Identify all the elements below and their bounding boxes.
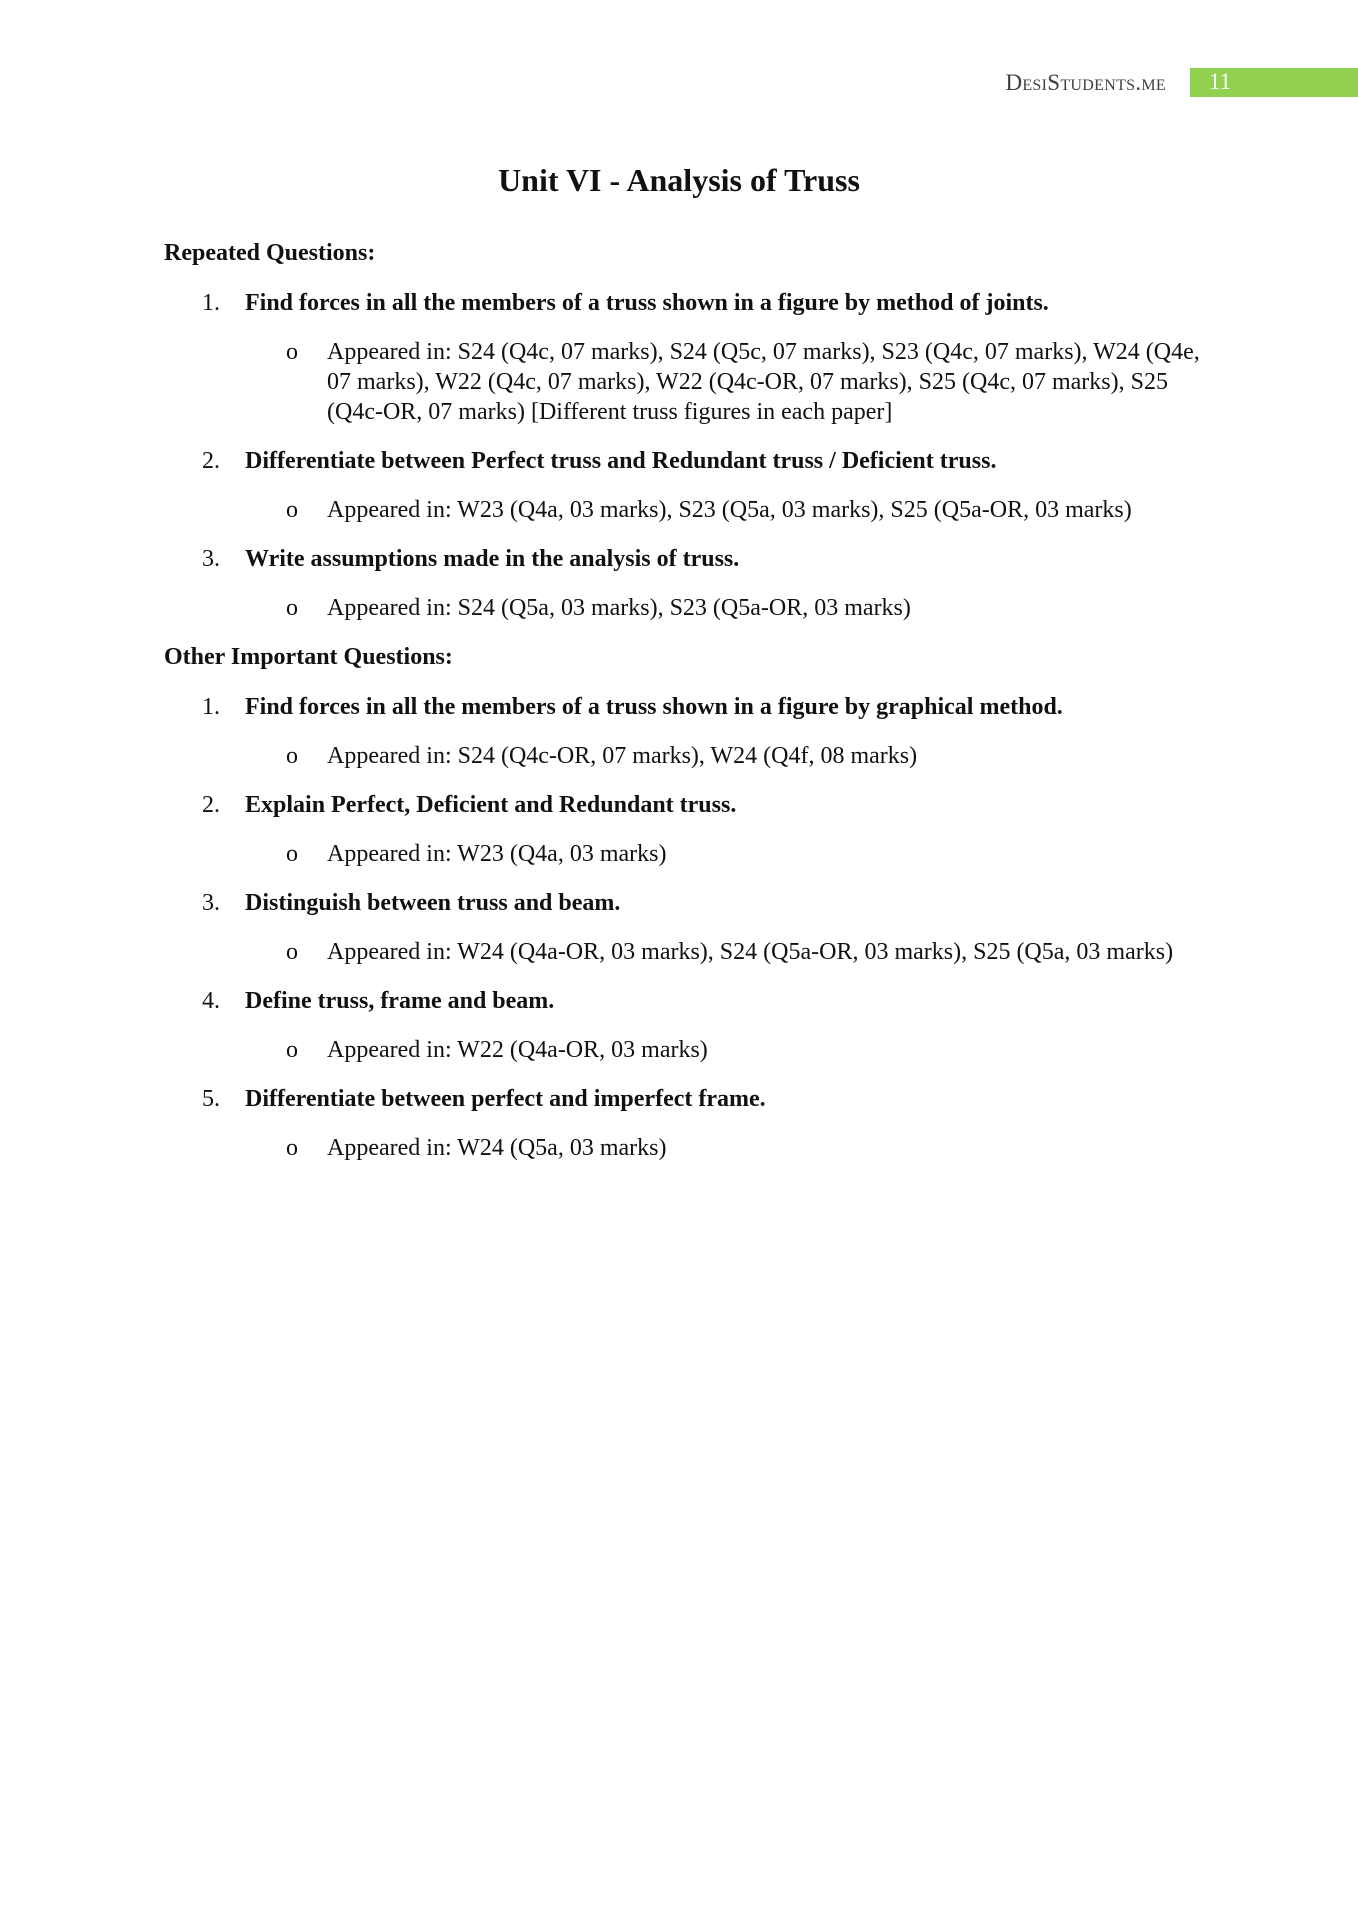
section-other-questions xyxy=(164,642,1194,1163)
question-text xyxy=(164,790,1194,820)
question-item xyxy=(164,446,1194,525)
appeared-in-note xyxy=(164,839,1207,869)
site-name[interactable]: DesiStudents.me xyxy=(1005,70,1166,95)
question-text xyxy=(164,986,1194,1016)
appeared-in-text: Appeared in: W23 (Q4a, 03 marks), S23 (Q5a, 03 marks), S25 (Q5a-OR, 03 marks) xyxy=(327,497,1132,523)
bullet-icon: o xyxy=(286,339,298,365)
appeared-in-text: Appeared in: S24 (Q5a, 03 marks), S23 (Q5a-OR, 03 marks) xyxy=(327,595,911,621)
question-text xyxy=(164,544,1194,574)
bullet-icon: o xyxy=(286,1135,298,1161)
question-number: 5. xyxy=(202,1086,220,1112)
question-number: 2. xyxy=(202,448,220,474)
question-item xyxy=(164,790,1194,869)
question-number: 3. xyxy=(202,546,220,572)
bullet-icon: o xyxy=(286,939,298,965)
question-item xyxy=(164,986,1194,1065)
appeared-in-text: Appeared in: W22 (Q4a-OR, 03 marks) xyxy=(327,1037,708,1063)
bullet-icon: o xyxy=(286,743,298,769)
question-text xyxy=(164,446,1194,476)
question-text xyxy=(164,288,1194,318)
bullet-icon: o xyxy=(286,841,298,867)
section-heading: Other Important Questions: xyxy=(164,644,453,670)
appeared-in-text: Appeared in: W23 (Q4a, 03 marks) xyxy=(327,841,667,867)
question-item xyxy=(164,288,1200,427)
page-number: 11 xyxy=(1209,69,1232,94)
appeared-in-text: Appeared in: W24 (Q5a, 03 marks) xyxy=(327,1135,667,1161)
bullet-icon: o xyxy=(286,595,298,621)
appeared-in-note xyxy=(164,337,1207,427)
question-item xyxy=(164,888,1194,967)
question-label: Find forces in all the members of a truss shown in a figure by graphical method. xyxy=(245,694,1063,720)
question-label: Distinguish between truss and beam. xyxy=(245,890,621,916)
question-text xyxy=(164,1084,1194,1114)
appeared-in-note xyxy=(164,593,1207,623)
question-label: Differentiate between Perfect truss and Redundant truss / Deficient truss. xyxy=(245,448,997,474)
question-label: Find forces in all the members of a truss shown in a figure by method of joints. xyxy=(245,290,1049,316)
question-label: Write assumptions made in the analysis of truss. xyxy=(245,546,740,572)
document-body xyxy=(164,238,1200,1182)
appeared-in-note xyxy=(164,1035,1207,1065)
appeared-in-note xyxy=(164,495,1207,525)
page-title: Unit VI - Analysis of Truss xyxy=(498,162,860,198)
question-label: Explain Perfect, Deficient and Redundant truss. xyxy=(245,792,737,818)
question-number: 3. xyxy=(202,890,220,916)
appeared-in-note xyxy=(164,1133,1207,1163)
appeared-in-note xyxy=(164,741,1207,771)
bullet-icon: o xyxy=(286,1037,298,1063)
question-item xyxy=(164,544,1194,623)
appeared-in-note xyxy=(164,937,1207,967)
question-item xyxy=(164,1084,1194,1163)
question-item xyxy=(164,692,1194,771)
appeared-in-text: Appeared in: S24 (Q4c-OR, 07 marks), W24 (Q4f, 08 marks) xyxy=(327,743,918,769)
page-header xyxy=(0,68,1358,97)
bullet-icon: o xyxy=(286,497,298,523)
question-number: 1. xyxy=(202,290,220,316)
question-label: Define truss, frame and beam. xyxy=(245,988,555,1014)
section-heading: Repeated Questions: xyxy=(164,240,376,266)
question-text xyxy=(164,888,1194,918)
appeared-in-text: Appeared in: W24 (Q4a-OR, 03 marks), S24 (Q5a-OR, 03 marks), S25 (Q5a, 03 marks) xyxy=(327,939,1174,965)
section-repeated-questions xyxy=(164,238,1200,623)
question-number: 1. xyxy=(202,694,220,720)
appeared-in-text: Appeared in: S24 (Q4c, 07 marks), S24 (Q5c, 07 marks), S23 (Q4c, 07 marks), W24 (Q4e, 07 marks), W22 (Q4c, 07 marks), W22 (Q4c-OR, 07 marks), S25 (Q4c, 07 marks), S25 (Q4c-OR, 07 marks) [Different truss figures in each paper] xyxy=(327,339,1200,425)
question-number: 2. xyxy=(202,792,220,818)
question-number: 4. xyxy=(202,988,220,1014)
question-text xyxy=(164,692,1194,722)
question-label: Differentiate between perfect and imperfect frame. xyxy=(245,1086,766,1112)
page-number-badge xyxy=(1190,68,1358,97)
